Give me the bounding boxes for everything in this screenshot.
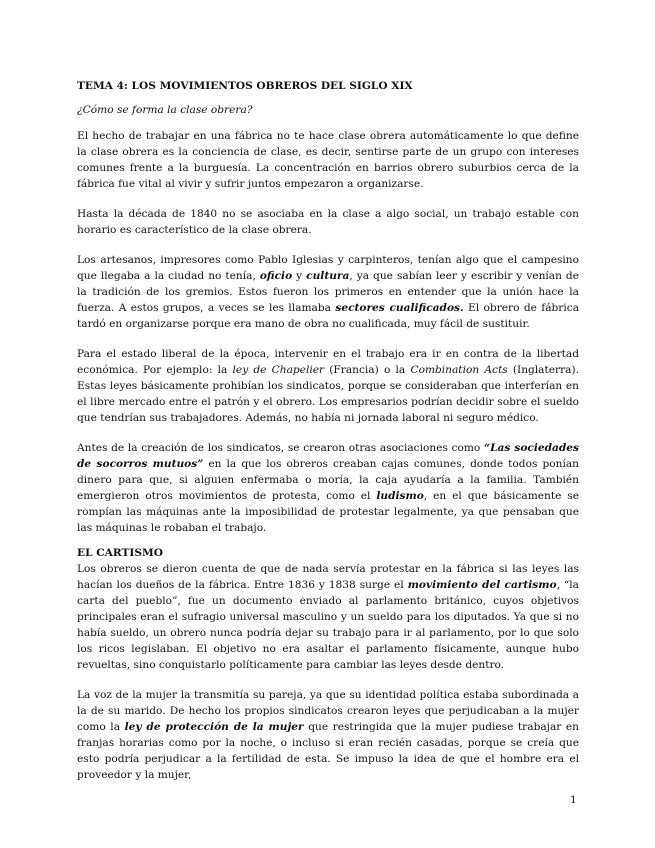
emphasis-ludismo: ludismo bbox=[376, 490, 424, 502]
paragraph-cartismo bbox=[77, 561, 579, 673]
text-run: que restringida que la mujer pudiese trabajar en franjas horarias como por la noche, o incluso si eran recién casadas, porque se creía que esto podría perjudicar a la fertilidad de esta. Se impuso la idea de que el hombre era el proveedor y la mujer, bbox=[77, 721, 579, 781]
text-run: y bbox=[292, 270, 307, 282]
emphasis-ley-proteccion-mujer: ley de protección de la mujer bbox=[124, 721, 304, 733]
text-run: (Francia) o la bbox=[324, 364, 411, 376]
text-run: Para el estado liberal de la época, intervenir en el trabajo era ir en contra de la libertad económica. Por ejemplo: la bbox=[77, 348, 579, 376]
page-number: 1 bbox=[570, 794, 577, 806]
emphasis-sectores-cualificados: sectores cualificados. bbox=[335, 302, 464, 314]
emphasis-ley-chapelier: ley de Chapelier bbox=[232, 364, 325, 376]
emphasis-oficio: oficio bbox=[259, 270, 293, 282]
text-run: , “la carta del pueblo”, fue un documento enviado al parlamento británico, cuyos objetivos principales eran el sufragio universal masculino y un sueldo para los diputados. Ya que si no había sueldo, un obrero nunca podría dejar su trabajo para ir al parlamento, por lo que solo los ricos legislaban. El objetivo no era asaltar el parlamento físicamente, aunque hubo revueltas, sino conquistarlo políticamente para cambiar las leyes desde dentro. bbox=[77, 579, 580, 671]
paragraph-clase-obrera: El hecho de trabajar en una fábrica no te hace clase obrera automáticamente lo que define la clase obrera es la conciencia de clase, es decir, sentirse parte de un grupo con intereses comunes frente a la burguesía. La concentración en barrios obrero suburbios cerca de la fábrica fue vital al vivir y sufrir juntos empezaron a organizarse. bbox=[77, 130, 579, 190]
text-run: , ya que sabían leer y escribir y venían de la tradición de los gremios. Estos fueron los primeros en entender que la unión hace la fuerza. A estos grupos, a veces se les llamaba bbox=[77, 270, 579, 314]
paragraph-decada-1840: Hasta la década de 1840 no se asociaba en la clase a algo social, un trabajo estable con horario es característico de la clase obrera. bbox=[77, 208, 579, 236]
text-run: Antes de la creación de los sindicatos, se crearon otras asociaciones como bbox=[77, 442, 484, 454]
text-run: , en el que básicamente se rompían las máquinas ante la imposibilidad de protestar legalmente, ya que pensaban que las máquinas le robaban el trabajo. bbox=[77, 490, 580, 534]
section-heading-cartismo: EL CARTISMO bbox=[77, 547, 163, 559]
emphasis-cultura: cultura bbox=[306, 270, 350, 282]
paragraph-sociedades-socorros bbox=[77, 440, 579, 536]
text-run: (Inglaterra). Estas leyes básicamente prohibían los sindicatos, porque se consideraban que interferían en el libre mercado entre el patrón y el obrero. Los empresarios podrían decidir sobre el sueldo que tendrían sus trabajadores. Además, no había ni jornada laboral ni seguro médico. bbox=[77, 364, 579, 424]
paragraph-estado-liberal bbox=[77, 346, 579, 426]
document-title: TEMA 4: LOS MOVIMIENTOS OBREROS DEL SIGLO XIX bbox=[77, 80, 413, 92]
text-run: Los obreros se dieron cuenta de que de nada servía protestar en la fábrica si las leyes las hacían los dueños de la fábrica. Entre 1836 y 1838 surge el bbox=[77, 563, 579, 591]
emphasis-sociedades-socorros: “Las sociedades de socorros mutuos” bbox=[77, 442, 580, 470]
text-run: La voz de la mujer la transmitía su pareja, ya que su identidad política estaba subordinada a la de su marido. De hecho los propios sindicatos crearon leyes que perjudicaban a la mujer como la bbox=[77, 689, 579, 733]
emphasis-combination-acts: Combination Acts bbox=[410, 364, 508, 376]
document-page bbox=[77, 78, 579, 797]
section-question: ¿Cómo se forma la clase obrera? bbox=[77, 104, 253, 116]
paragraph-artesanos bbox=[77, 252, 579, 332]
paragraph-voz-mujer bbox=[77, 687, 579, 783]
emphasis-movimiento-cartismo: movimiento del cartismo bbox=[407, 579, 557, 591]
text-run: El obrero de fábrica tardó en organizarse porque era mano de obra no cualificada, muy fácil de sustituir. bbox=[77, 302, 580, 330]
text-run: Los artesanos, impresores como Pablo Iglesias y carpinteros, tenían algo que el campesino que llegaba a la ciudad no tenía, bbox=[77, 254, 579, 282]
text-run: en la que los obreros creaban cajas comunes, donde todos ponían dinero para que, si alguien enfermaba o moría, la caja ayudaría a la familia. También emergieron otros movimientos de protesta, como el bbox=[77, 458, 579, 502]
